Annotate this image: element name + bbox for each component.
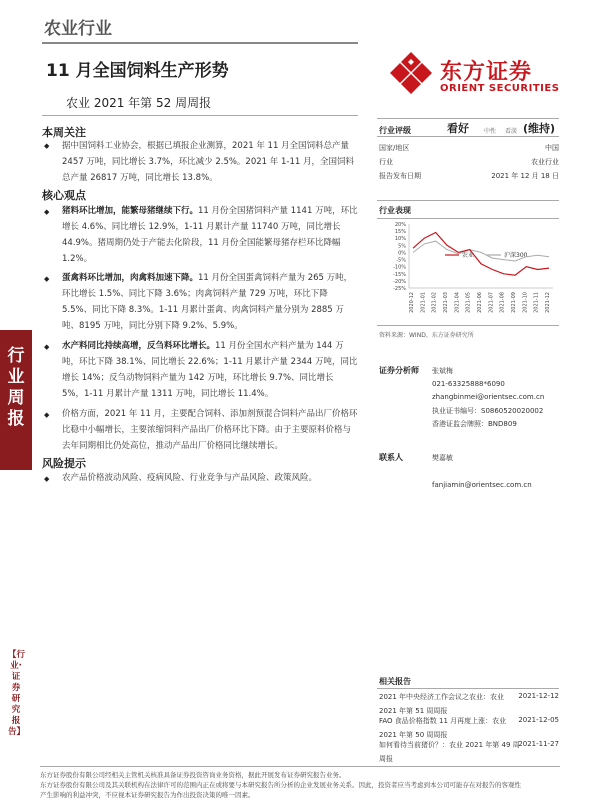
bullet-icon: ◆ [44,142,50,150]
x-tick-label: 2021-06 [477,292,483,313]
core-title: 核心观点 [42,189,86,202]
date-label: 报告发布日期 [379,172,421,180]
report-subtitle: 农业 2021 年第 52 周周报 [66,96,212,110]
related-item-3-date: 2021-11-27 [518,740,559,748]
x-tick-label: 2021-05 [465,292,472,313]
sector-label: 行业 [379,158,393,166]
x-tick-label: 2021-09 [511,292,517,313]
rating-negative: 看淡 [505,128,518,135]
x-tick-label: 2021-11 [533,292,540,313]
contact-email[interactable]: fanjiamin@orientsec.com.cn [432,481,532,489]
side-band-label: 行业周报 [7,346,25,429]
x-tick-label: 2021-12 [545,292,551,313]
related-item-1-subtitle: 2021 年第 51 周周报 [379,707,448,715]
bullet-icon: ◆ [44,208,50,216]
y-tick-label: -25% [393,286,406,292]
bullet-icon: ◆ [44,411,50,419]
analyst-cert: 执业证书编号：S0860520020002 [432,407,544,415]
related-divider [377,688,559,689]
point-4 [62,406,358,454]
related-item-2-date: 2021-12-05 [518,716,559,724]
source-divider [377,325,559,326]
point-1-text: 11 月份全国猪饲料产量 1141 万吨，环比增长 4.6%、同比增长 12.9%，1-11 月累计产量 11740 万吨，同比增长 44.9%。猪周期仍处于产能去化阶段，11 月份全国能繁母猪存栏环比降幅 1.2%。 [62,206,358,264]
y-tick-label: -10% [393,264,406,271]
y-tick-label: 5% [398,243,406,250]
y-tick-label: -5% [396,257,406,264]
point-2-head: 蛋禽料环比增加，肉禽料加速下降。 [62,273,199,283]
sector-value: 农业行业 [531,158,559,166]
series-hs300-line [413,241,549,261]
y-tick-label: 0% [398,250,406,257]
subtitle-divider [42,115,358,116]
legend-agri: 农业 [462,252,475,259]
side-report-type: 【行业·证券研究报告】 [8,650,26,737]
analyst-phone: 021-63325888*6090 [432,380,505,388]
y-tick-label: -15% [393,271,406,278]
x-tick-label: 2021-01 [420,292,427,313]
footer-divider [40,766,560,767]
rating-neutral: 中性 [484,128,497,135]
performance-chart [377,220,559,320]
perf-divider-2 [377,218,559,219]
point-3 [62,338,358,402]
rating-divider [377,118,559,119]
legend-hs300: 沪深300 [504,252,528,259]
rating-divider-2 [377,136,559,137]
bullet-icon: ◆ [44,275,50,283]
header-divider [42,42,358,44]
y-tick-label: 20% [394,222,406,228]
analyst-name: 张斌梅 [432,367,453,375]
point-2 [62,270,358,334]
y-tick-label: -20% [393,278,406,285]
point-4-text: 价格方面，2021 年 11 月，主要配合饲料、添加剂预混合饲料产品出厂价格环比稳中小幅增长，主要浓缩饲料产品出厂价格环比下降。由于主要原料价格与去年同期相比仍处高位，推动产品出厂价格同比继续增长。 [62,409,358,451]
risk-title: 风险提示 [42,457,86,470]
chart-source: 资料来源：WIND、东方证券研究所 [379,332,474,339]
orient-logo-icon [388,50,434,96]
x-tick-label: 2021-04 [454,292,461,313]
related-item-2-subtitle: 2021 年第 50 周周报 [379,731,448,739]
rating-status: (维持) [523,122,556,135]
risk-text: 农产品价格波动风险、疫病风险、行业竞争与产品风险、政策风险。 [62,473,318,483]
region-value: 中国 [545,144,559,152]
related-item-3-subtitle: 周报 [379,755,393,763]
logo-name-en: ORIENT SECURITIES [440,83,560,94]
analyst-email[interactable]: zhangbinmei@orientsec.com.cn [432,393,545,401]
footer-line-1: 东方证券股份有限公司经相关主管机关核准具备证券投资咨询业务资格，据此开展发布证券研究报告业务。 [40,771,346,779]
x-tick-label: 2021-03 [443,292,449,313]
footer-line-3: 产生影响的利益冲突，不应视本证券研究报告为作出投资决策的唯一因素。 [40,791,255,799]
focus-text: 据中国饲料工业协会，根据已填报企业测算，2021 年 11 月全国饲料总产量 2457 万吨，同比增长 3.7%，环比减少 2.5%。2021 年 1-11 月，全国饲料总产量 26817 万吨，同比增长 13.8%。 [62,141,354,183]
related-item-2-title: FAO 食品价格指数 11 月再度上涨：农业 [379,717,507,725]
x-tick-label: 2021-07 [488,292,495,313]
rating-value: 看好 [447,122,469,135]
perf-divider [377,200,559,201]
report-title: 11 月全国饲料生产形势 [46,61,229,81]
region-label: 国家/地区 [379,144,410,152]
perf-title: 行业表现 [379,206,411,215]
rating-label: 行业评级 [379,126,411,135]
y-tick-label: 10% [394,236,406,243]
point-3-head: 水产料同比持续高增，反刍料环比增长。 [62,341,216,351]
point-1-head: 猪料环比增加，能繁母猪继续下行。 [62,206,199,216]
footer-line-2: 东方证券股份有限公司及其关联机构在法律许可的范围内正在或将要与本研究报告所分析的企业发展业务关系。因此，投资者应当考虑到本公司可能存在对报告的客观性 [40,781,521,789]
related-title: 相关报告 [379,677,411,686]
point-3-text: 11 月份全国水产料产量为 144 万吨，环比下降 38.1%、同比增长 22.6%；1-11 月累计产量 2344 万吨，同比增长 14%；反刍动物饲料产量为 142 万吨，环比增长 9.7%、同比增长 5%，1-11 月累计产量 1311 万吨，同比增长 11.4%。 [62,341,358,399]
bullet-icon: ◆ [44,343,50,351]
y-tick-label: 15% [394,229,406,236]
bullet-icon: ◆ [44,475,50,483]
analyst-hk-license: 香港证监会牌照：BND809 [432,420,517,428]
x-tick-label: 2020-12 [409,292,415,313]
related-item-3-title: 如何看待当前猪价？：农业 2021 年第 49 周 [379,741,520,749]
logo-name-cn: 东方证券 [440,60,533,85]
analyst-label: 证券分析师 [379,366,419,375]
contact-name: 樊嘉敏 [432,454,453,462]
focus-title: 本周关注 [42,126,86,139]
industry-label: 农业行业 [44,19,112,39]
point-1 [62,203,358,267]
related-item-1-title: 2021 年中央经济工作会议之农业：农业 [379,693,505,701]
date-value: 2021 年 12 月 18 日 [491,172,559,180]
related-item-1-date: 2021-12-12 [518,692,559,700]
x-tick-label: 2021-10 [522,292,529,313]
point-2-text: 11 月份全国蛋禽饲料产量为 265 万吨，环比增长 1.5%、同比下降 3.6%；肉禽饲料产量 729 万吨，环比下降 5.5%、同比下降 8.3%。1-11 月累计蛋禽、肉禽饲料产量分别为 2885 万吨、8195 万吨，同比分别下降 9.2%、5.9%。 [62,273,353,331]
x-tick-label: 2021-02 [431,292,438,313]
contact-label: 联系人 [379,453,403,462]
x-tick-label: 2021-08 [499,292,506,313]
series-agri-line [413,233,549,276]
